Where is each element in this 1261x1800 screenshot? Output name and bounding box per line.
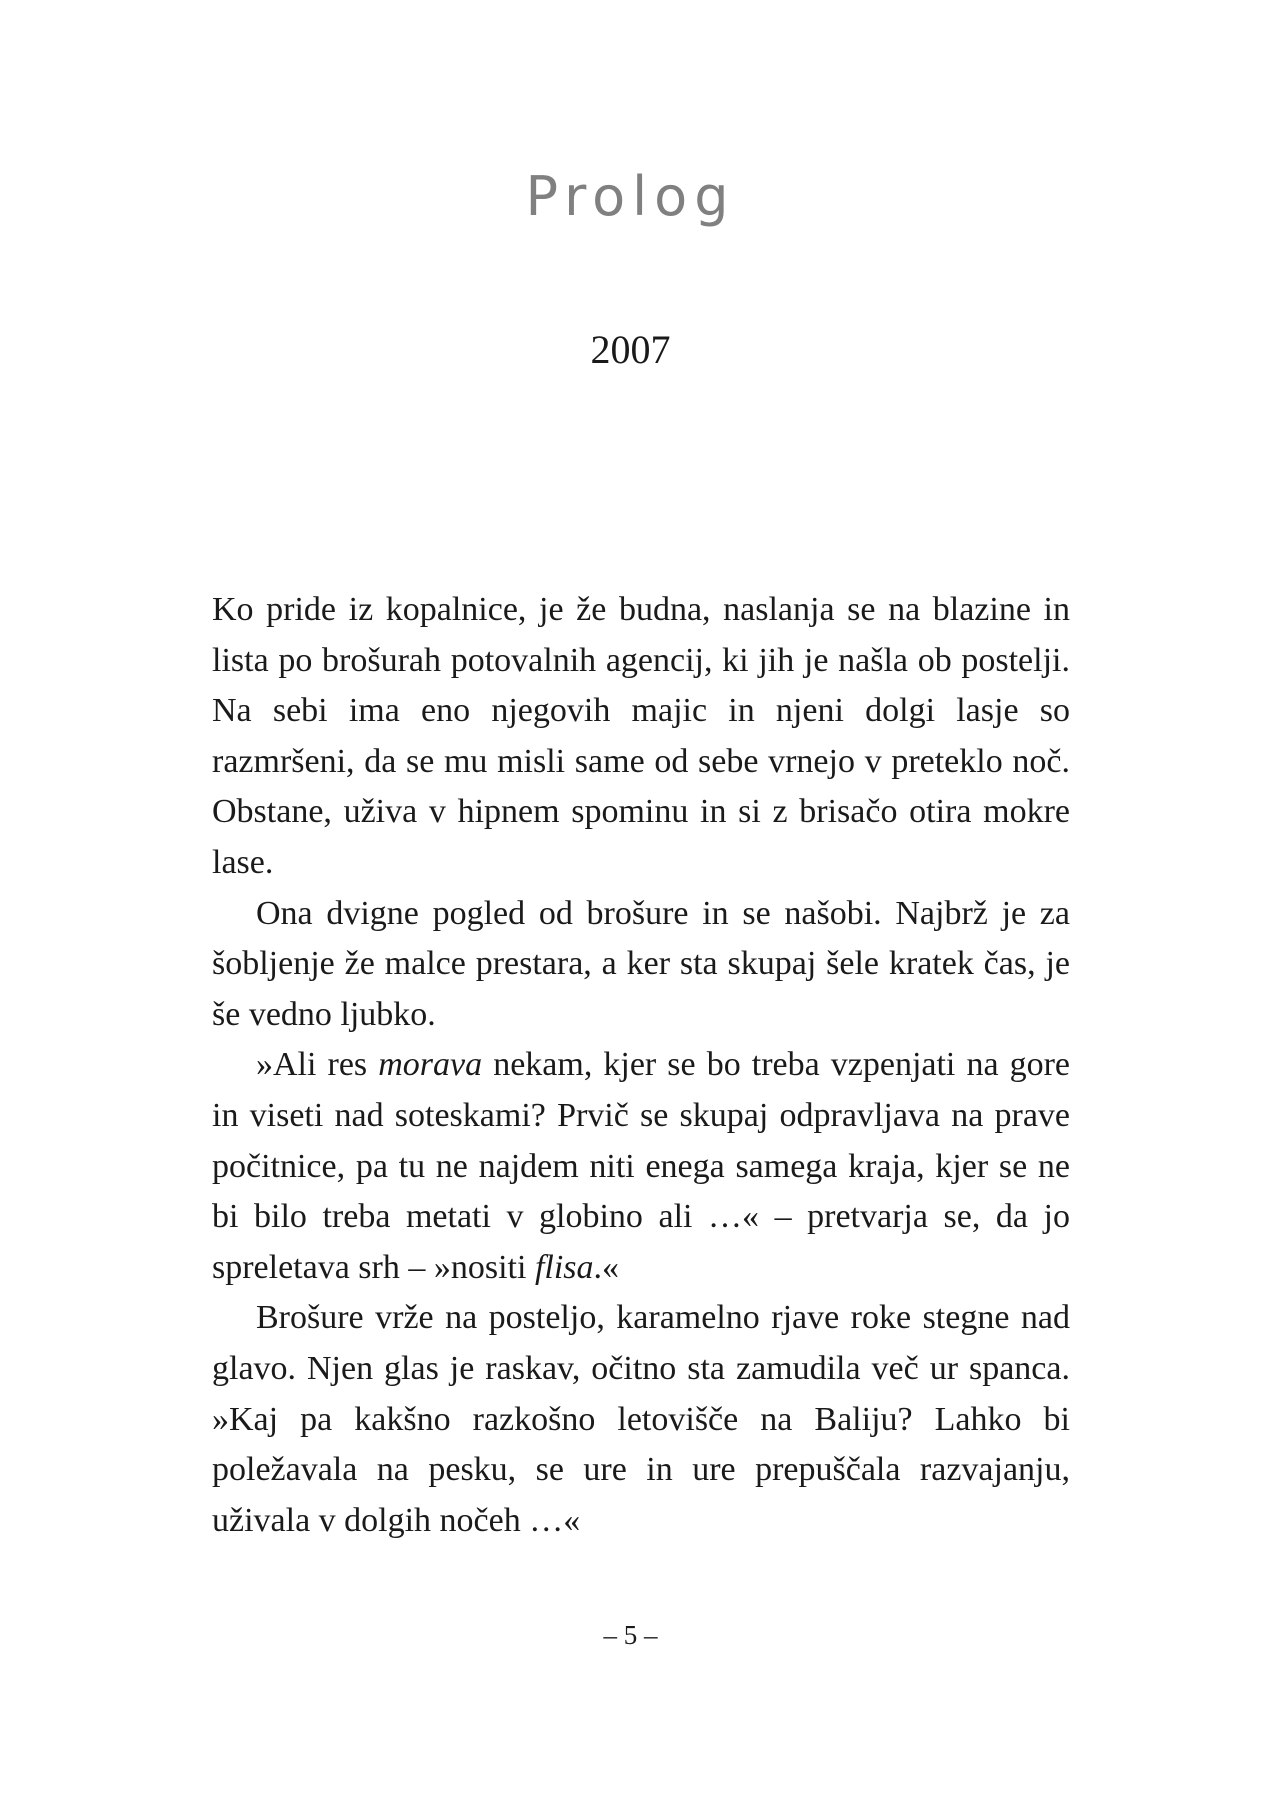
chapter-title: Prolog [525, 165, 736, 228]
paragraph-text: »Ali res [256, 1046, 379, 1084]
paragraph-4 [212, 1293, 1070, 1546]
paragraph-text: Ona dvigne pogled od brošure in se našobi. Najbrž je za šobljenje že malce prestara, a ker sta skupaj šele kratek čas, je še vedno ljubko. [212, 894, 1070, 1033]
chapter-year: 2007 [590, 327, 671, 372]
body-text [212, 585, 1070, 1546]
paragraph-text: Brošure vrže na posteljo, karamelno rjave roke stegne nad glavo. Njen glas je raskav, očitno sta zamudila več ur spanca. »Kaj pa kakšno razkošno letovišče na Baliju? Lahko bi poležavala na pesku, se ure in ure prepuščala razvajanju, uživala v dolgih nočeh …« [212, 1299, 1070, 1539]
emphasis-text: morava [378, 1046, 483, 1084]
paragraph-text: .« [593, 1248, 620, 1286]
paragraph-3 [212, 1040, 1070, 1293]
paragraph-2 [212, 889, 1070, 1041]
paragraph-text: nekam, kjer se bo treba vzpenjati na gore in viseti nad soteskami? Prvič se skupaj odpravljava na prave počitnice, pa tu ne najdem niti enega samega kraja, kjer se ne bi bilo treba metati v globino ali …« – pretvarja se, da jo spreletava srh – »nositi [212, 1046, 1071, 1286]
paragraph-1 [212, 585, 1070, 889]
paragraph-text: Ko pride iz kopalnice, je že budna, naslanja se na blazine in lista po brošurah potovalnih agencij, ki jih je našla ob postelji. Na sebi ima eno njegovih majic in njeni dolgi lasje so razmršeni, da se mu misli same od sebe vrnejo v preteklo noč. Obstane, uživa v hipnem spominu in si z brisačo otira mokre lase. [212, 591, 1070, 881]
emphasis-text: flisa [534, 1248, 594, 1286]
page-number: – 5 – [603, 1620, 658, 1650]
